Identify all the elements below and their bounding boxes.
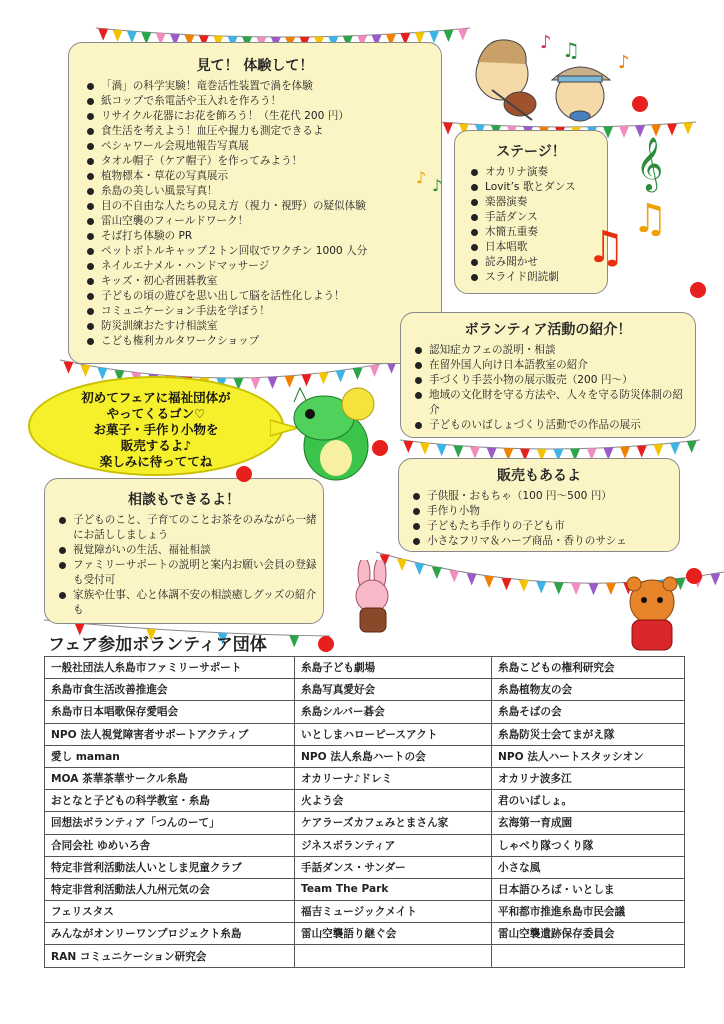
group-cell: オカリナ波多江 [492,767,685,789]
pennant-flag-icon [519,580,529,592]
taiken-item: キッズ・初心者囲碁教室 [101,274,431,289]
taiken-item: ペシャワール会現地報告写真展 [101,139,431,154]
speech-bubble-line: 販売するよ♪ [120,438,192,453]
table-row [45,923,685,945]
group-cell: 一般社団法人糸島市ファミリーサポート [45,657,295,679]
speech-bubble-line: 楽しみに待っててね [99,454,213,469]
group-cell: 回想法ボランティア「つんのーて」 [45,812,295,834]
table-row [45,812,685,834]
taiken-item: 防災訓練おたすけ相談室 [101,319,431,334]
stage-item: Lovit’s 歌とダンス [485,180,599,195]
soudan-item: 子どものこと、子育てのことお茶をのみながら一緒にお話ししましょう [73,514,317,541]
hanbai-item: 手作り小物 [427,504,673,519]
group-cell: 糸島市日本唱歌保存愛唱会 [45,701,295,723]
pennant-flag-icon [484,576,494,588]
group-cell: 福吉ミュージックメイト [295,901,492,923]
hanbai-item: 小さなフリマ＆ハーブ商品・香りのサシェ [427,534,673,549]
group-cell: ケアラーズカフェみとまさん家 [295,812,492,834]
group-cell: おとなと子どもの科学教室・糸島 [45,790,295,812]
taiken-item: 「渦」の科学実験！竜巻活性装置で渦を体験 [101,79,431,94]
hanbai-title: 販売もあるよ [497,468,581,484]
group-cell: オカリーナ♪ドレミ [295,767,492,789]
hanbai-item: 子供服・おもちゃ（100 円〜500 円） [427,489,673,504]
table-row [45,745,685,767]
bear-mascot [612,572,692,656]
music-note-icon: ♪ [540,32,552,53]
taiken-item: リサイクル花器にお花を飾ろう！（生花代 200 円） [101,109,431,124]
speech-bubble [28,376,284,476]
table-row [45,834,685,856]
stage-list [463,165,599,285]
group-cell: しゃべり隊つくり隊 [492,834,685,856]
taiken-item: そば打ち体験の PR [101,229,431,244]
group-cell: Team The Park [295,878,492,900]
music-note-icon: ♪ [416,168,427,187]
taiken-item: 紙コップで糸電話や玉入れを作ろう！ [101,94,431,109]
group-cell: 糸島子ども劇場 [295,657,492,679]
group-cell: 雷山空襲遺跡保存委員会 [492,923,685,945]
table-row [45,945,685,967]
table-row [45,790,685,812]
group-cell: 愛し maman [45,745,295,767]
group-cell: 君のいばしょ。 [492,790,685,812]
ocarina-player [552,67,610,121]
pennant-flag-icon [470,447,480,459]
pennant-flag-icon [651,125,661,137]
stage-title: ステージ！ [496,144,566,160]
taiken-item: ネイルエナメル・ハンドマッサージ [101,259,431,274]
speech-bubble-line: 初めてフェアに福祉団体が [81,390,231,405]
hanbai-box [398,458,680,552]
stage-item: 木簡五重奏 [485,225,599,240]
taiken-item: こども権利カルタワークショップ [101,334,431,349]
group-cell: NPO 法人ハートスタッシオン [492,745,685,767]
group-cell: 小さな風 [492,856,685,878]
music-note-icon: ♪ [432,176,443,195]
pennant-flag-icon [502,578,512,590]
group-cell: ジネスボランティア [295,834,492,856]
taiken-item: 植物標本・草花の写真展示 [101,169,431,184]
stage-box [454,130,608,294]
pennant-flag-icon [443,123,453,135]
pennant-flag-icon [449,570,459,582]
group-cell: 特定非営利活動法人いとしま児童クラブ [45,856,295,878]
pennant-flag-icon [453,446,463,458]
group-cell: 糸島こどもの権利研究会 [492,657,685,679]
hanbai-list [405,489,673,549]
pennant-flag-icon [437,444,447,456]
table-row [45,856,685,878]
group-cell: 手話ダンス・サンダー [295,856,492,878]
group-cell: 特定非営利活動法人九州元気の会 [45,878,295,900]
pennant-flag-icon [589,583,599,595]
soudan-item: 視覚障がいの生活、福祉相談 [73,543,317,558]
taiken-box [68,42,442,364]
taiken-item: 子どもの頃の遊びを思い出して脳を活性化しよう！ [101,289,431,304]
pennant-flag-icon [98,29,108,41]
speech-bubble-text [30,390,282,470]
groups-table [44,656,685,968]
music-note-icon: ♫ [632,196,668,242]
stage-item: スライド朗読劇 [485,270,599,285]
pennant-flag-icon [554,582,564,594]
volunteer-item: 手づくり手芸小物の展示販売（200 円〜） [429,373,689,388]
group-cell: 雷山空襲語り継ぐ会 [295,923,492,945]
pennant-flag-icon [420,443,430,455]
group-cell: 日本語ひろば・いとしま [492,878,685,900]
group-cell: 糸島市食生活改善推進会 [45,679,295,701]
pennant-flag-icon [620,447,630,459]
volunteer-list [407,343,689,433]
speech-bubble-line: お菓子・手作り小物を [93,422,219,437]
soudan-item: ファミリーサポートの説明と案内お願い会員の登録も受付可 [73,559,317,586]
speech-bubble-line: やってくるゴン♡ [106,406,206,421]
pennant-flag-icon [289,635,299,647]
pennant-flag-icon [687,441,697,453]
soudan-box [44,478,324,624]
pennant-flag-icon [403,441,413,453]
group-cell [492,945,685,967]
pennant-flag-icon [64,362,74,374]
group-cell: 糸島植物友の会 [492,679,685,701]
group-cell: 糸島そばの会 [492,701,685,723]
taiken-item: コミュニケーション手法を学ぼう！ [101,304,431,319]
group-cell: 糸島写真愛好会 [295,679,492,701]
pennant-flag-icon [432,567,442,579]
hanbai-item: 子どもたち手作りの子ども市 [427,519,673,534]
volunteer-item: 地域の文化財を守る方法や、人々を守る防災体制の紹介 [429,388,689,418]
pennant-flag-icon [467,573,477,585]
stage-item: 読み聞かせ [485,255,599,270]
group-cell: 火よう会 [295,790,492,812]
taiken-item: タオル帽子（ケア帽子）を作ってみよう！ [101,154,431,169]
taiken-title: 見て！ 体験して！ [196,58,314,74]
group-cell: 糸島防災士会てまがえ隊 [492,723,685,745]
taiken-item: 食生活を考えよう！血圧や握力も測定できるよ [101,124,431,139]
group-cell: みんながオンリーワンプロジェクト糸島 [45,923,295,945]
volunteer-item: 認知症カフェの説明・相談 [429,343,689,358]
music-note-icon: ♪ [618,52,630,73]
taiken-item: 糸島の美しい風景写真！ [101,184,431,199]
pennant-flag-icon [536,581,546,593]
table-row [45,679,685,701]
group-cell: 糸島シルバー碁会 [295,701,492,723]
volunteer-box [400,312,696,438]
taiken-item: ペットボトルキャップ２トン回収でワクチン 1000 人分 [101,244,431,259]
stage-item: 日本唱歌 [485,240,599,255]
music-note-icon: ♫ [586,222,626,273]
pennant-flag-icon [98,368,108,380]
pennant-flag-icon [653,444,663,456]
groups-title: フェア参加ボランティア団体 [48,635,267,655]
volunteer-item: 子どものいばしょづくり活動での作品の展示 [429,418,689,433]
pennant-flag-icon [443,30,453,42]
table-row [45,723,685,745]
table-row [45,878,685,900]
pennant-flag-icon [667,124,677,136]
table-row [45,901,685,923]
stage-item: オカリナ演奏 [485,165,599,180]
group-cell: いとしまハローピースアクト [295,723,492,745]
taiken-item: 目の不自由な人たちの見え方（視力・視野）の疑似体験 [101,199,431,214]
table-row [45,701,685,723]
pennant-flag-icon [637,446,647,458]
pennant-flag-icon [268,377,278,389]
group-cell: MOA 茶華茶華サークル糸島 [45,767,295,789]
group-cell: NPO 法人糸島ハートの会 [295,745,492,767]
pennant-flag-icon [670,443,680,455]
red-dot-icon [236,466,252,482]
pennant-flag-icon [113,30,123,42]
table-row [45,767,685,789]
stage-item: 手話ダンス [485,210,599,225]
group-cell: NPO 法人視覚障害者サポートアクティブ [45,723,295,745]
pennant-flag-icon [251,378,261,390]
group-cell: 玄海第一育成園 [492,812,685,834]
group-cell: 合同会社 ゆめいろ舎 [45,834,295,856]
volunteer-item: 在留外国人向け日本語教室の紹介 [429,358,689,373]
pennant-flag-icon [571,583,581,595]
red-dot-icon [690,282,706,298]
pennant-flag-icon [415,563,425,575]
dragon-mascot [284,378,388,488]
group-cell: RAN コミュニケーション研究会 [45,945,295,967]
table-row [45,657,685,679]
taiken-item: 雷山空襲のフィールドワーク！ [101,214,431,229]
pennant-flag-icon [81,365,91,377]
soudan-list [51,513,317,618]
soudan-item: 家族や仕事、心と体調不安の相談癒しグッズの紹介も [73,589,317,616]
music-note-icon: 𝄞 [636,136,664,190]
red-dot-icon [632,96,648,112]
pennant-flag-icon [683,123,693,135]
volunteer-title: ボランティア活動の紹介！ [464,322,632,338]
music-note-icon: ♫ [562,38,580,62]
violin-player [476,40,536,120]
pennant-flag-icon [370,365,380,377]
soudan-title: 相談もできるよ！ [128,492,240,508]
pennant-flag-icon [710,573,720,585]
group-cell: 平和都市推進糸島市民会議 [492,901,685,923]
red-dot-icon [318,636,334,652]
group-cell [295,945,492,967]
rabbit-mascot [340,560,410,640]
taiken-list [79,79,431,349]
stage-item: 楽器演奏 [485,195,599,210]
group-cell: フェリスタス [45,901,295,923]
